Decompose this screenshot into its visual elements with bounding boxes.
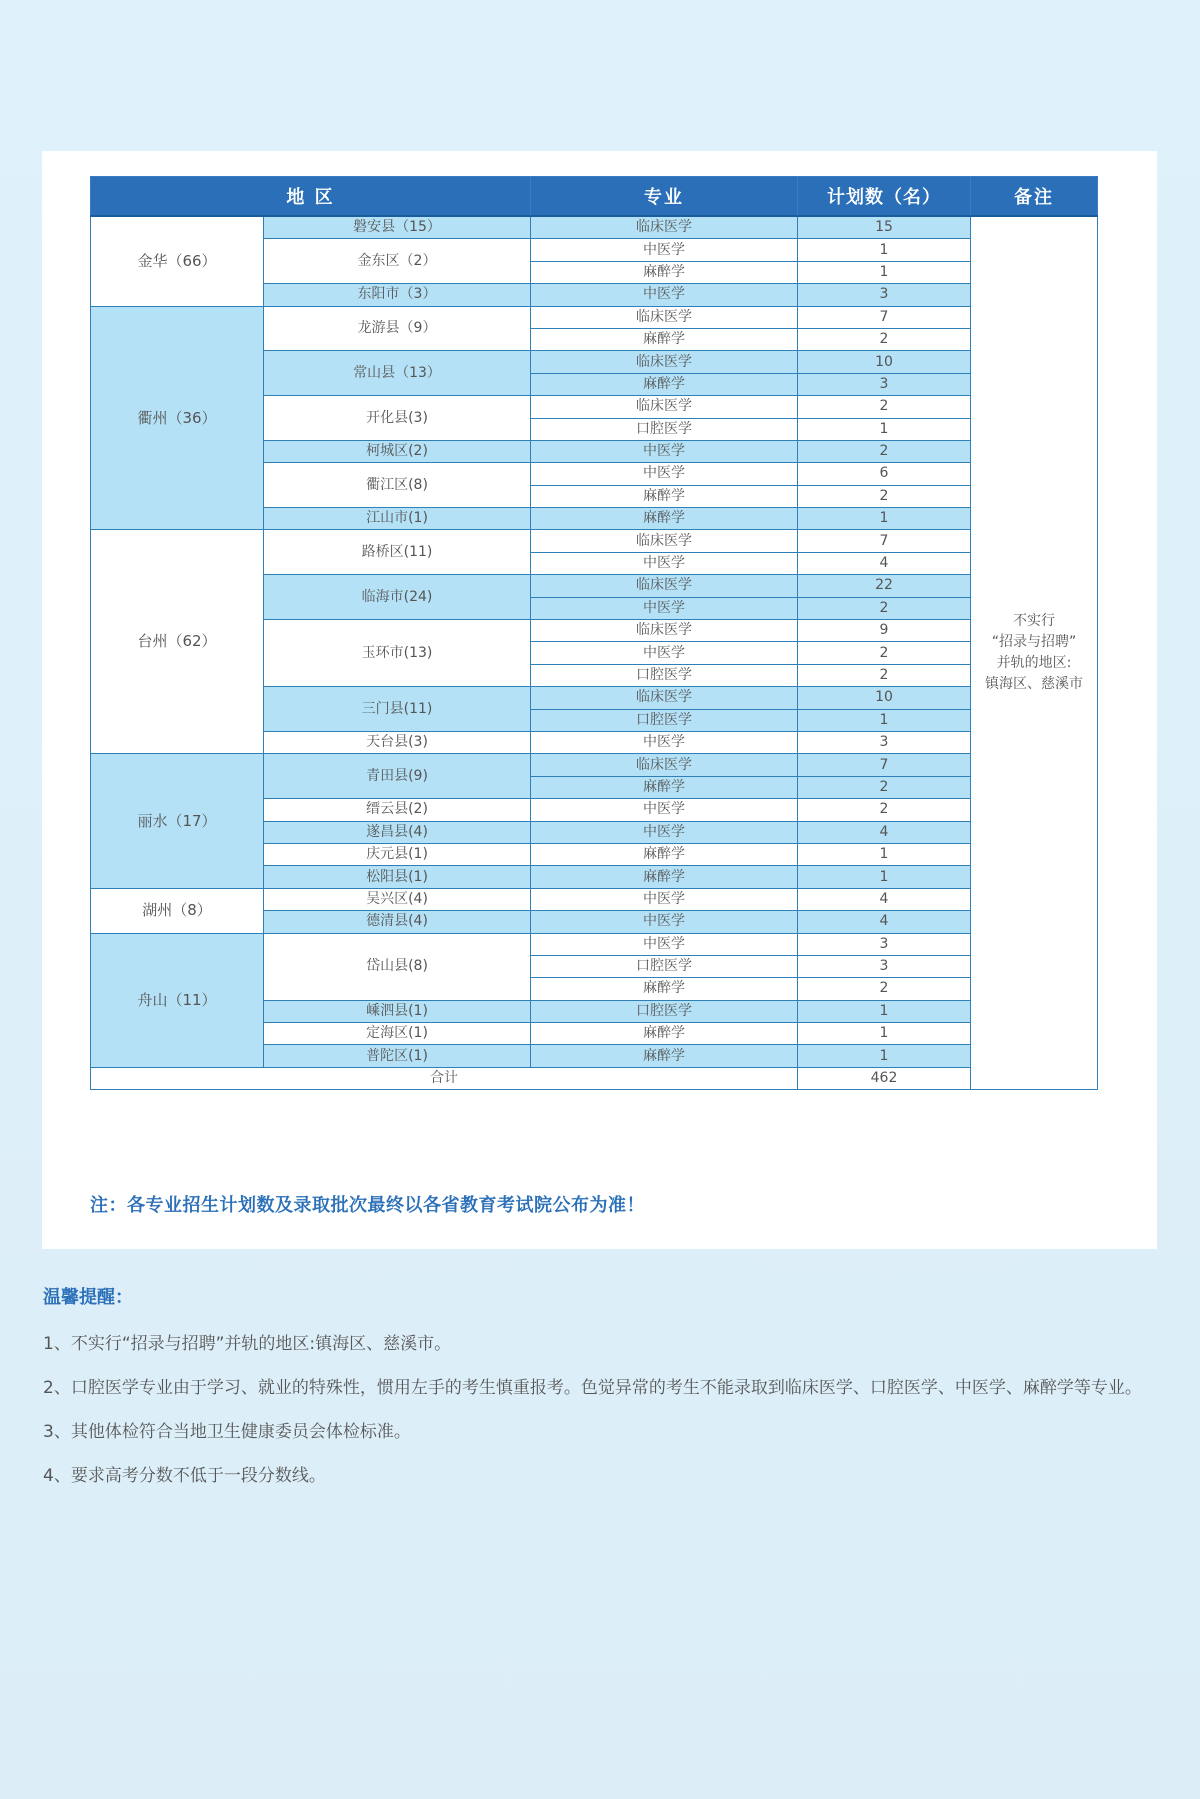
city-cell: 台州（62）	[91, 530, 264, 754]
county-cell: 普陀区(1)	[264, 1045, 531, 1067]
county-cell: 龙游县（9）	[264, 306, 531, 351]
major-cell: 临床医学	[531, 530, 798, 552]
table-row	[91, 306, 1098, 328]
major-cell: 麻醉学	[531, 978, 798, 1000]
county-cell: 遂昌县(4)	[264, 821, 531, 843]
count-cell: 15	[798, 216, 971, 239]
city-cell: 湖州（8）	[91, 888, 264, 933]
county-cell: 衢江区(8)	[264, 463, 531, 508]
table-row	[91, 530, 1098, 552]
tip-item: 1、不实行“招录与招聘”并轨的地区:镇海区、慈溪市。	[43, 1334, 452, 1354]
major-cell: 中医学	[531, 821, 798, 843]
count-cell: 1	[798, 866, 971, 888]
count-cell: 3	[798, 731, 971, 753]
count-cell: 9	[798, 620, 971, 642]
note-line: 并轨的地区:	[996, 655, 1072, 672]
major-cell: 临床医学	[531, 216, 798, 239]
major-cell: 口腔医学	[531, 955, 798, 977]
count-cell: 1	[798, 239, 971, 261]
major-cell: 临床医学	[531, 351, 798, 373]
county-cell: 磐安县（15）	[264, 216, 531, 239]
header-region: 地 区	[91, 177, 531, 217]
county-cell: 松阳县(1)	[264, 866, 531, 888]
count-cell: 2	[798, 328, 971, 350]
major-cell: 口腔医学	[531, 709, 798, 731]
major-cell: 临床医学	[531, 620, 798, 642]
major-cell: 中医学	[531, 799, 798, 821]
county-cell: 岱山县(8)	[264, 933, 531, 1000]
county-cell: 玉环市(13)	[264, 620, 531, 687]
table-row	[91, 216, 1098, 239]
plan-card	[42, 151, 1157, 1249]
major-cell: 中医学	[531, 597, 798, 619]
count-cell: 3	[798, 284, 971, 306]
major-cell: 麻醉学	[531, 328, 798, 350]
count-cell: 4	[798, 821, 971, 843]
count-cell: 2	[798, 799, 971, 821]
major-cell: 中医学	[531, 552, 798, 574]
count-cell: 4	[798, 911, 971, 933]
major-cell: 临床医学	[531, 306, 798, 328]
count-cell: 22	[798, 575, 971, 597]
count-cell: 1	[798, 709, 971, 731]
major-cell: 中医学	[531, 642, 798, 664]
tip-item: 4、要求高考分数不低于一段分数线。	[43, 1466, 326, 1486]
count-cell: 4	[798, 888, 971, 910]
count-cell: 6	[798, 463, 971, 485]
city-cell: 舟山（11）	[91, 933, 264, 1067]
county-cell: 吴兴区(4)	[264, 888, 531, 910]
major-cell: 临床医学	[531, 396, 798, 418]
major-cell: 麻醉学	[531, 776, 798, 798]
count-cell: 7	[798, 754, 971, 776]
major-cell: 临床医学	[531, 687, 798, 709]
count-cell: 1	[798, 418, 971, 440]
total-value: 462	[798, 1067, 971, 1089]
major-cell: 口腔医学	[531, 1000, 798, 1022]
tip-item: 3、其他体检符合当地卫生健康委员会体检标准。	[43, 1422, 411, 1442]
table-header-row	[91, 177, 1098, 217]
county-cell: 东阳市（3）	[264, 284, 531, 306]
table-row	[91, 754, 1098, 776]
count-cell: 1	[798, 1023, 971, 1045]
county-cell: 常山县（13）	[264, 351, 531, 396]
count-cell: 1	[798, 1000, 971, 1022]
county-cell: 三门县(11)	[264, 687, 531, 732]
table-body	[91, 216, 1098, 1090]
total-row	[91, 1067, 1098, 1089]
county-cell: 开化县(3)	[264, 396, 531, 441]
count-cell: 1	[798, 1045, 971, 1067]
count-cell: 7	[798, 306, 971, 328]
county-cell: 德清县(4)	[264, 911, 531, 933]
total-label: 合计	[91, 1067, 798, 1089]
county-cell: 柯城区(2)	[264, 440, 531, 462]
major-cell: 临床医学	[531, 575, 798, 597]
header-major: 专业	[531, 177, 798, 217]
major-cell: 麻醉学	[531, 261, 798, 283]
count-cell: 7	[798, 530, 971, 552]
count-cell: 2	[798, 485, 971, 507]
tip-item: 2、口腔医学专业由于学习、就业的特殊性，惯用左手的考生慎重报考。色觉异常的考生不能录取到临床医学、口腔医学、中医学、麻醉学等专业。	[43, 1378, 1142, 1398]
count-cell: 2	[798, 776, 971, 798]
count-cell: 10	[798, 351, 971, 373]
county-cell: 金东区（2）	[264, 239, 531, 284]
major-cell: 麻醉学	[531, 1023, 798, 1045]
count-cell: 2	[798, 440, 971, 462]
major-cell: 中医学	[531, 933, 798, 955]
header-note: 备注	[971, 177, 1098, 217]
note-line: 镇海区、慈溪市	[985, 676, 1083, 693]
count-cell: 2	[798, 978, 971, 1000]
count-cell: 10	[798, 687, 971, 709]
count-cell: 3	[798, 933, 971, 955]
major-cell: 麻醉学	[531, 485, 798, 507]
county-cell: 青田县(9)	[264, 754, 531, 799]
major-cell: 口腔医学	[531, 418, 798, 440]
city-cell: 丽水（17）	[91, 754, 264, 888]
footnote: 注：各专业招生计划数及录取批次最终以各省教育考试院公布为准！	[90, 1195, 645, 1216]
count-cell: 3	[798, 373, 971, 395]
major-cell: 中医学	[531, 888, 798, 910]
county-cell: 庆元县(1)	[264, 843, 531, 865]
note-line: “招录与招聘”	[991, 634, 1077, 651]
county-cell: 定海区(1)	[264, 1023, 531, 1045]
count-cell: 4	[798, 552, 971, 574]
major-cell: 中医学	[531, 440, 798, 462]
county-cell: 缙云县(2)	[264, 799, 531, 821]
major-cell: 中医学	[531, 239, 798, 261]
major-cell: 中医学	[531, 731, 798, 753]
county-cell: 江山市(1)	[264, 508, 531, 530]
county-cell: 临海市(24)	[264, 575, 531, 620]
county-cell: 嵊泗县(1)	[264, 1000, 531, 1022]
tips-title: 温馨提醒：	[43, 1287, 133, 1308]
count-cell: 1	[798, 261, 971, 283]
major-cell: 中医学	[531, 911, 798, 933]
count-cell: 2	[798, 642, 971, 664]
major-cell: 中医学	[531, 463, 798, 485]
major-cell: 麻醉学	[531, 866, 798, 888]
table-row	[91, 888, 1098, 910]
count-cell: 3	[798, 955, 971, 977]
major-cell: 麻醉学	[531, 1045, 798, 1067]
header-count: 计划数（名）	[798, 177, 971, 217]
table-row	[91, 933, 1098, 955]
note-cell	[971, 216, 1098, 1090]
count-cell: 1	[798, 508, 971, 530]
city-cell: 金华（66）	[91, 216, 264, 306]
note-line: 不实行	[1013, 613, 1055, 630]
county-cell: 路桥区(11)	[264, 530, 531, 575]
county-cell: 天台县(3)	[264, 731, 531, 753]
count-cell: 1	[798, 843, 971, 865]
major-cell: 麻醉学	[531, 373, 798, 395]
major-cell: 麻醉学	[531, 843, 798, 865]
city-cell: 衢州（36）	[91, 306, 264, 530]
enrollment-plan-table	[90, 176, 1098, 1090]
tips-section	[43, 1283, 1163, 1498]
major-cell: 口腔医学	[531, 664, 798, 686]
major-cell: 麻醉学	[531, 508, 798, 530]
count-cell: 2	[798, 597, 971, 619]
major-cell: 中医学	[531, 284, 798, 306]
major-cell: 临床医学	[531, 754, 798, 776]
count-cell: 2	[798, 396, 971, 418]
count-cell: 2	[798, 664, 971, 686]
